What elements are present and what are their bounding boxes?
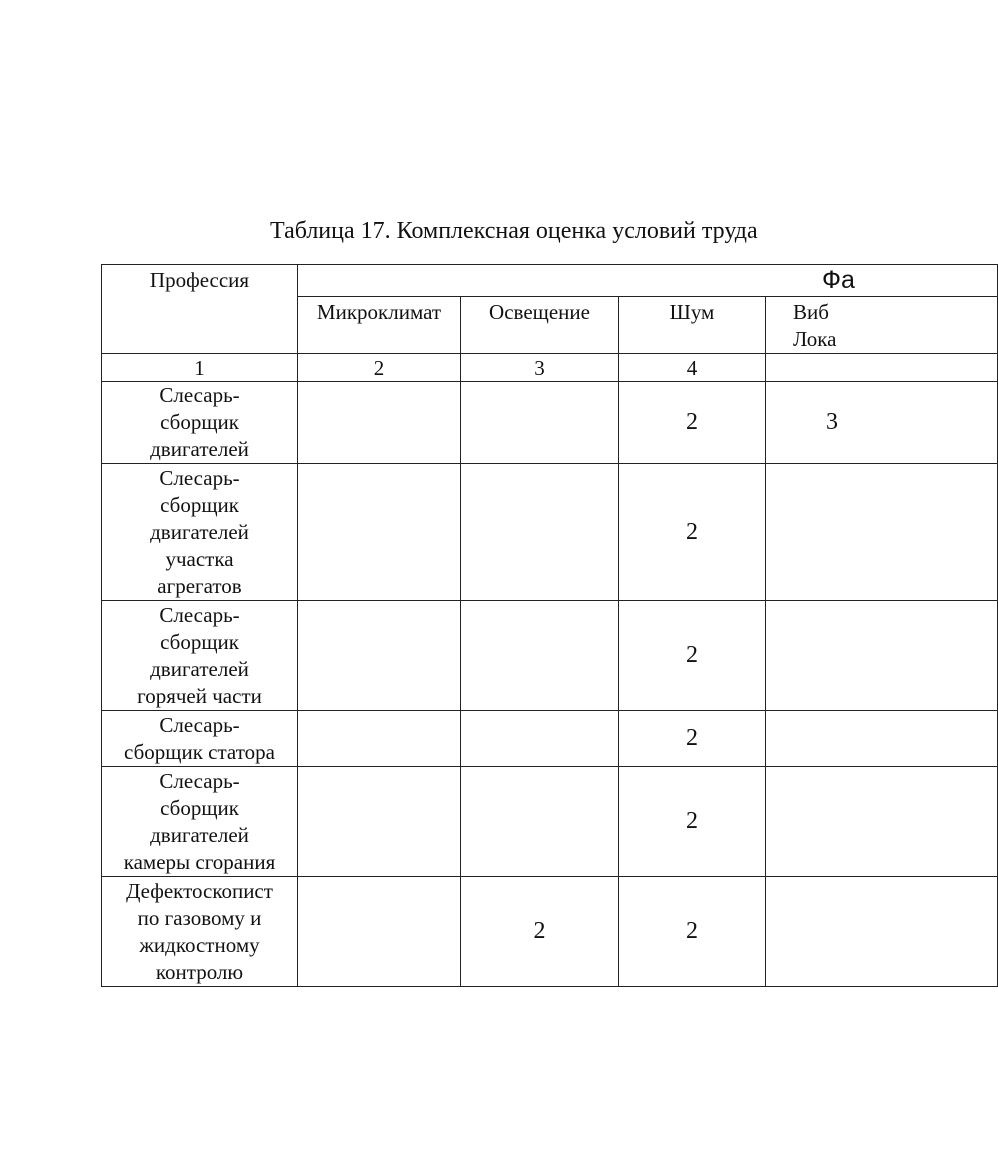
table-row [102, 382, 998, 464]
profession-cell: Дефектоскопист по газовому и жидкостному контролю [102, 877, 298, 987]
profession-cell: Слесарь- сборщик двигателей горячей части [102, 601, 298, 711]
lighting-cell [461, 464, 619, 601]
lighting-cell [461, 767, 619, 877]
col-number-3: 3 [461, 354, 619, 382]
header-profession: Профессия [102, 265, 298, 354]
table-row [102, 877, 998, 987]
lighting-cell [461, 711, 619, 767]
header-microclimate: Микроклимат [298, 297, 461, 354]
vibration-cell [766, 601, 998, 711]
header-vibration [766, 297, 998, 354]
microclimate-cell [298, 464, 461, 601]
lighting-cell [461, 601, 619, 711]
header-vibration-line1: Виб [793, 300, 829, 324]
profession-cell: Слесарь- сборщик двигателей камеры сгорания [102, 767, 298, 877]
profession-cell: Слесарь- сборщик статора [102, 711, 298, 767]
vibration-cell [766, 711, 998, 767]
col-number-1: 1 [102, 354, 298, 382]
microclimate-cell [298, 877, 461, 987]
noise-cell: 2 [619, 382, 766, 464]
vibration-cell [766, 877, 998, 987]
vibration-cell [766, 464, 998, 601]
noise-cell: 2 [619, 601, 766, 711]
lighting-cell [461, 382, 619, 464]
noise-cell: 2 [619, 767, 766, 877]
profession-cell: Слесарь- сборщик двигателей участка агрегатов [102, 464, 298, 601]
microclimate-cell [298, 601, 461, 711]
noise-cell: 2 [619, 877, 766, 987]
header-row [102, 265, 998, 297]
noise-cell: 2 [619, 464, 766, 601]
header-factors: Фа [298, 265, 998, 297]
table-row [102, 601, 998, 711]
noise-cell: 2 [619, 711, 766, 767]
col-number-4: 4 [619, 354, 766, 382]
vibration-cell: 3 [766, 382, 998, 464]
profession-cell: Слесарь- сборщик двигателей [102, 382, 298, 464]
working-conditions-table [101, 264, 998, 987]
header-vibration-line2: Лока [793, 327, 837, 351]
microclimate-cell [298, 382, 461, 464]
header-noise: Шум [619, 297, 766, 354]
vibration-cell [766, 767, 998, 877]
numbering-row [102, 354, 998, 382]
table-row [102, 464, 998, 601]
col-number-5 [766, 354, 998, 382]
col-number-2: 2 [298, 354, 461, 382]
microclimate-cell [298, 767, 461, 877]
table-container [101, 264, 855, 986]
lighting-cell: 2 [461, 877, 619, 987]
table-row [102, 711, 998, 767]
table-caption: Таблица 17. Комплексная оценка условий труда [270, 218, 758, 244]
header-lighting: Освещение [461, 297, 619, 354]
table-row [102, 767, 998, 877]
microclimate-cell [298, 711, 461, 767]
